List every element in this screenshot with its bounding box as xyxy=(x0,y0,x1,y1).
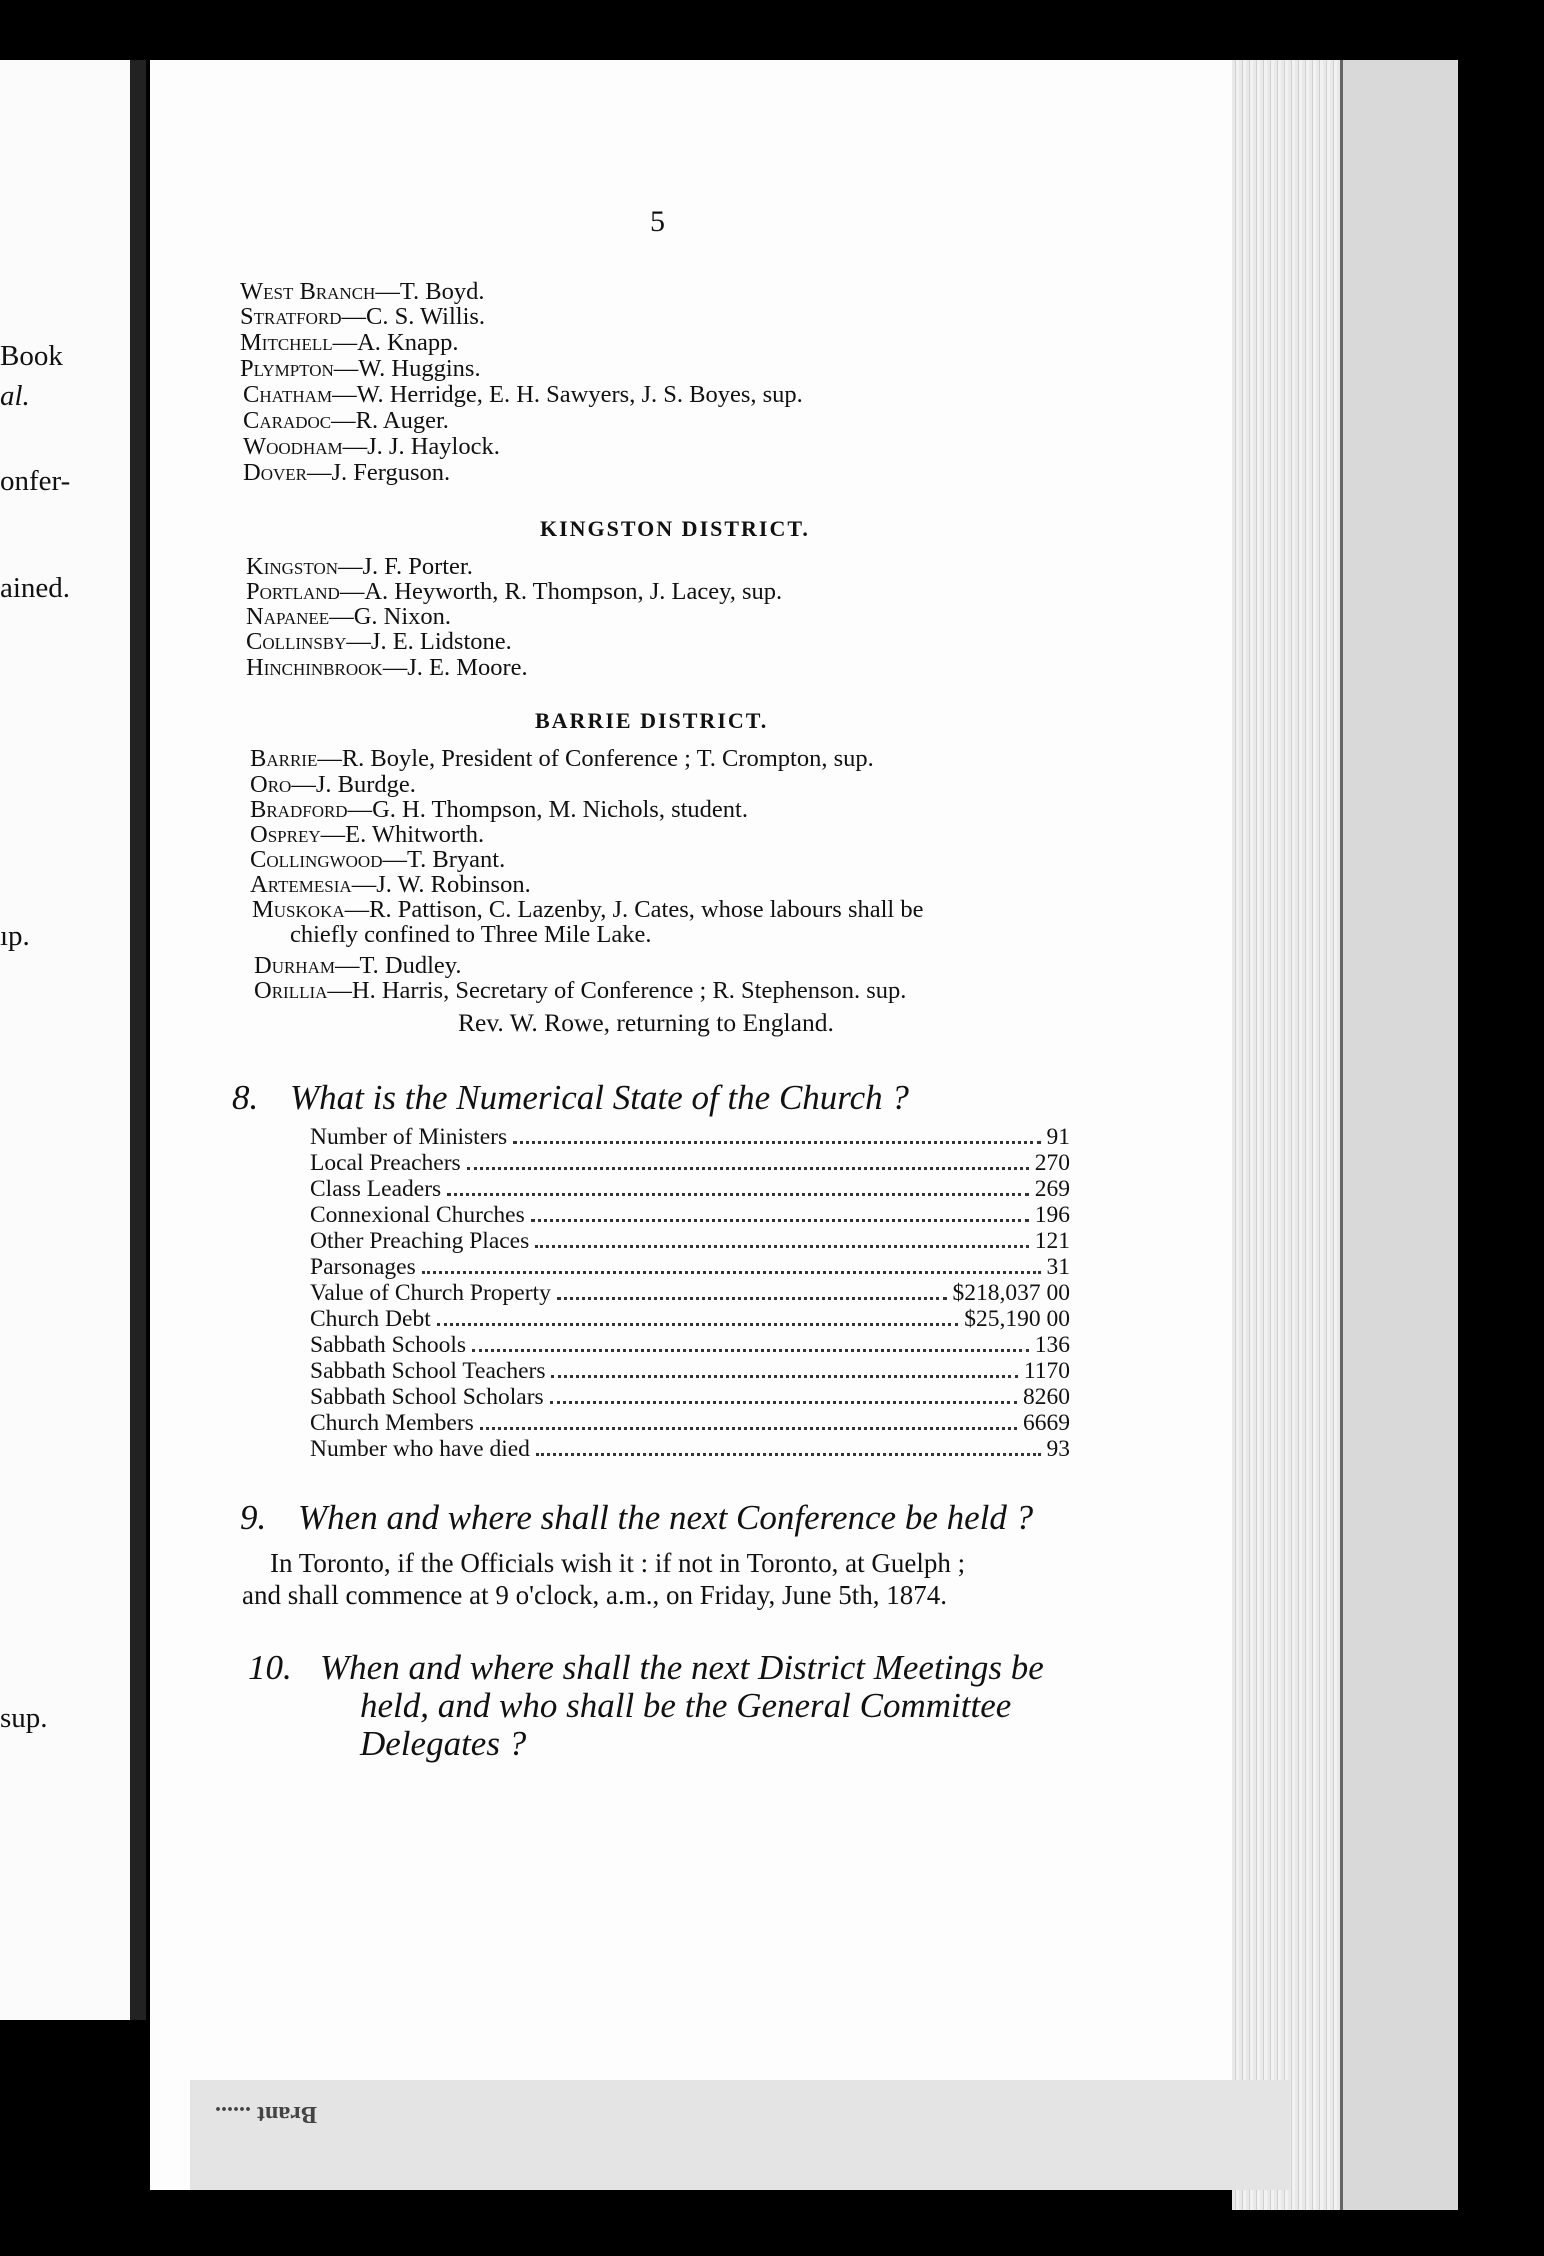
district-note: Rev. W. Rowe, returning to England. xyxy=(458,1008,834,1037)
district-heading-barrie: BARRIE DISTRICT. xyxy=(535,708,769,733)
book-gutter xyxy=(130,60,146,2020)
question-10-line-3: Delegates ? xyxy=(360,1724,527,1763)
inverted-stamp: Brant ...... xyxy=(215,2101,317,2127)
station-entry: Portland—A. Heyworth, R. Thompson, J. Lacey, sup. xyxy=(246,578,783,605)
left-fragment: al. xyxy=(0,380,30,412)
stat-row: Sabbath School Scholars 8260 xyxy=(310,1384,1070,1410)
stat-row: Number of Ministers 91 xyxy=(310,1124,1070,1150)
left-fragment: ıp. xyxy=(0,920,30,952)
stat-row: Number who have died 93 xyxy=(310,1436,1070,1462)
stat-row: Parsonages 31 xyxy=(310,1254,1070,1280)
station-entry: Artemesia—J. W. Robinson. xyxy=(250,871,531,898)
station-entry: Osprey—E. Whitworth. xyxy=(250,821,485,848)
book-cover xyxy=(1340,60,1458,2210)
page-number: 5 xyxy=(650,205,665,238)
left-fragment: Book xyxy=(0,340,63,372)
answer-9-line-2: and shall commence at 9 o'clock, a.m., on Friday, June 5th, 1874. xyxy=(242,1580,947,1610)
page-edges xyxy=(1232,60,1342,2210)
stat-row: Other Preaching Places 121 xyxy=(310,1228,1070,1254)
station-entry: Durham—T. Dudley. xyxy=(254,952,462,979)
station-entry: Chatham—W. Herridge, E. H. Sawyers, J. S. Boyes, sup. xyxy=(243,381,803,408)
question-10-line-2: held, and who shall be the General Committee xyxy=(360,1686,1012,1725)
station-entry: Oro—J. Burdge. xyxy=(250,771,416,798)
station-entry: Plympton—W. Huggins. xyxy=(240,355,481,382)
station-entry: Collinsby—J. E. Lidstone. xyxy=(246,628,512,655)
station-entry: Hinchinbrook—J. E. Moore. xyxy=(246,654,528,681)
district-heading-kingston: KINGSTON DISTRICT. xyxy=(540,516,810,541)
stat-row: Church Members 6669 xyxy=(310,1410,1070,1436)
question-10: 10. When and where shall the next District Meetings be xyxy=(248,1648,1044,1687)
station-entry: Caradoc—R. Auger. xyxy=(243,407,449,434)
stat-row: Value of Church Property $218,037 00 xyxy=(310,1280,1070,1306)
bottom-page-strip xyxy=(190,2080,1290,2190)
station-entry: Napanee—G. Nixon. xyxy=(246,603,452,630)
left-fragment: sup. xyxy=(0,1702,48,1734)
answer-9-line-1: In Toronto, if the Officials wish it : if not in Toronto, at Guelph ; xyxy=(270,1548,966,1578)
station-entry: Orillia—H. Harris, Secretary of Conference ; R. Stephenson. sup. xyxy=(254,977,907,1004)
stat-row: Sabbath School Teachers 1170 xyxy=(310,1358,1070,1384)
question-9: 9. When and where shall the next Conference be held ? xyxy=(240,1498,1034,1537)
question-8: 8. What is the Numerical State of the Church ? xyxy=(232,1078,909,1117)
stat-row: Local Preachers 270 xyxy=(310,1150,1070,1176)
stat-row: Class Leaders 269 xyxy=(310,1176,1070,1202)
station-entry: Kingston—J. F. Porter. xyxy=(246,553,473,580)
stat-row: Sabbath Schools 136 xyxy=(310,1332,1070,1358)
station-entry: Dover—J. Ferguson. xyxy=(243,459,451,486)
left-fragment: ained. xyxy=(0,572,71,604)
station-entry: Mitchell—A. Knapp. xyxy=(240,329,459,356)
left-fragment: onfer- xyxy=(0,465,71,497)
station-entry: Muskoka—R. Pattison, C. Lazenby, J. Cates, whose labours shall be xyxy=(252,896,924,923)
numerical-state-table xyxy=(310,1124,1070,1462)
station-entry-continued: chiefly confined to Three Mile Lake. xyxy=(290,921,652,948)
station-entry: Barrie—R. Boyle, President of Conference ; T. Crompton, sup. xyxy=(250,745,874,772)
station-entry: Bradford—G. H. Thompson, M. Nichols, student. xyxy=(250,796,748,823)
station-entry: West Branch—T. Boyd. xyxy=(240,278,485,305)
stat-row: Church Debt $25,190 00 xyxy=(310,1306,1070,1332)
station-entry: Stratford—C. S. Willis. xyxy=(240,303,486,330)
stat-row: Connexional Churches 196 xyxy=(310,1202,1070,1228)
station-entry: Collingwood—T. Bryant. xyxy=(250,846,506,873)
station-entry: Woodham—J. J. Haylock. xyxy=(243,433,500,460)
